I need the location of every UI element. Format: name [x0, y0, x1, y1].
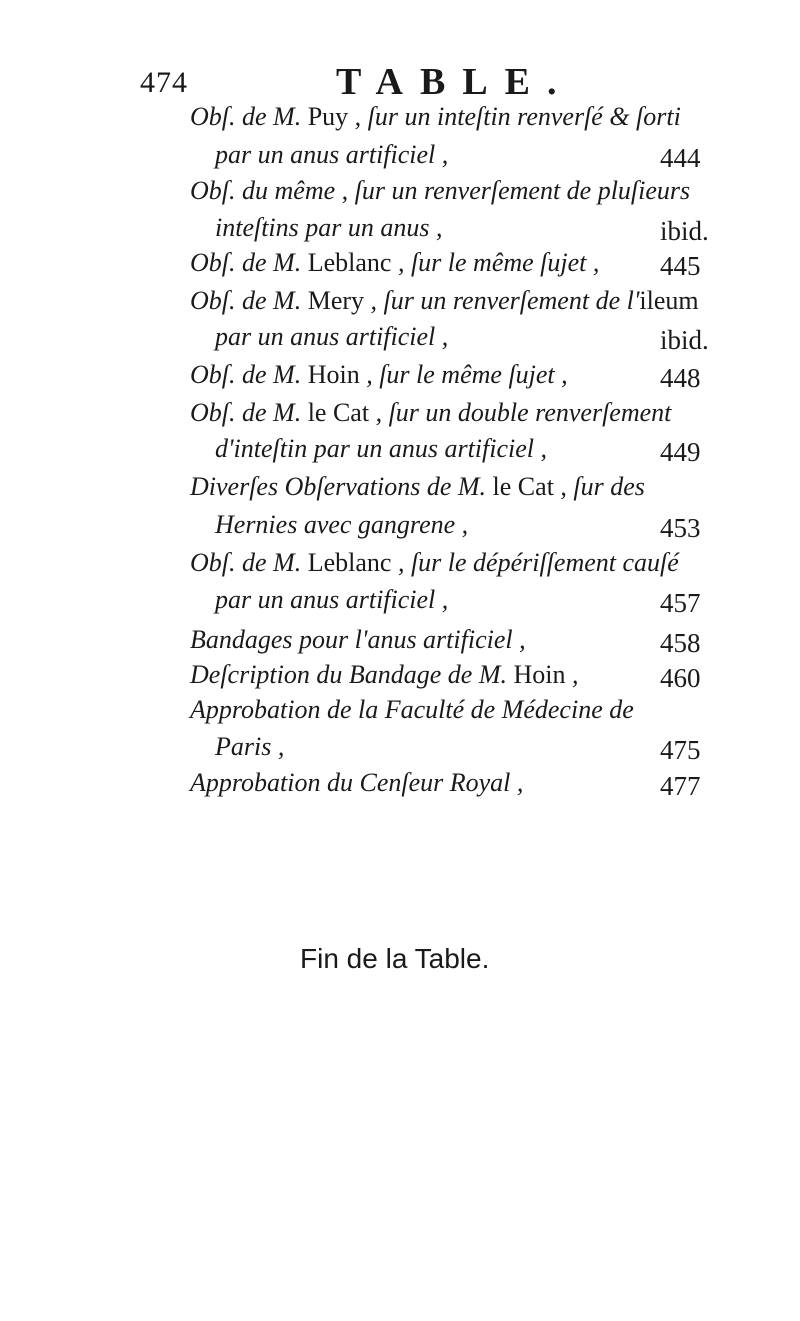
toc-entry-line — [190, 398, 671, 428]
entry-text-roman: ileum — [639, 286, 699, 315]
entry-text-italic: , ſur un double renverſement — [369, 398, 672, 427]
toc-page-ref: 448 — [660, 363, 701, 393]
toc-page-ref: 477 — [660, 771, 701, 801]
toc-entry-line — [190, 102, 681, 132]
entry-text-roman: Hoin — [307, 360, 360, 389]
toc-page-ref: 460 — [660, 663, 701, 693]
toc-page-ref: ibid. — [660, 325, 709, 355]
entry-text-italic: d'inteſtin par un anus artificiel , — [215, 434, 547, 463]
toc-entry-line — [190, 625, 526, 655]
entry-text-italic: , ſur le même ſujet , — [359, 360, 568, 389]
entry-text-italic: , ſur un inteſtin renverſé & ſorti — [348, 102, 681, 131]
toc-entry-line — [215, 140, 448, 170]
entry-text-italic: Bandages pour l'anus artificiel , — [190, 625, 526, 654]
toc-page-ref: 449 — [660, 437, 701, 467]
toc-page-ref: 453 — [660, 513, 701, 543]
entry-text-roman: le Cat — [492, 472, 554, 501]
entry-text-italic: Approbation du Cenſeur Royal , — [190, 768, 524, 797]
toc-page-ref: 458 — [660, 628, 701, 658]
entry-text-italic: par un anus artificiel , — [215, 585, 449, 614]
entry-text-italic: , ſur des — [553, 472, 645, 501]
toc-page-ref: 457 — [660, 588, 701, 618]
entry-text-roman: Hoin — [513, 660, 566, 689]
entry-text-italic: Obſ. de M. — [190, 286, 308, 315]
toc-page-ref: ibid. — [660, 216, 709, 246]
toc-entry-line — [190, 176, 690, 206]
toc-entry-line — [190, 472, 645, 502]
entry-text-italic: Obſ. du même , ſur un renverſement de pluſieurs — [190, 176, 691, 205]
toc-entry-line — [190, 360, 568, 390]
toc-entry-line — [215, 434, 547, 464]
toc-entry-line — [215, 585, 448, 615]
entry-text-italic: Hernies avec gangrene , — [215, 510, 469, 539]
toc-entry-line — [190, 660, 579, 690]
end-note: Fin de la Table. — [300, 943, 490, 974]
toc-entry-line — [190, 695, 634, 725]
entry-text-italic: Approbation de la Faculté de Médecine de — [190, 695, 634, 724]
entry-text-italic: , ſur le dépériſſement cauſé — [391, 548, 679, 577]
entry-text-italic: Obſ. de M. — [190, 398, 308, 427]
toc-entry-line — [190, 286, 699, 316]
page-number: 474 — [140, 66, 188, 99]
entry-text-italic: Paris , — [215, 732, 285, 761]
toc-page-ref: 475 — [660, 735, 701, 765]
entry-text-italic: Deſcription du Bandage de M. — [190, 660, 514, 689]
toc-entry-line — [190, 548, 679, 578]
toc-entry-line — [215, 322, 448, 352]
toc-entry-line — [215, 213, 443, 243]
entry-text-italic: Obſ. de M. — [190, 360, 308, 389]
entry-text-italic: par un anus artificiel , — [215, 140, 449, 169]
entry-text-roman: Leblanc — [307, 548, 392, 577]
toc-entry-line — [215, 732, 284, 762]
toc-entry-line — [190, 768, 523, 798]
toc-page-ref: 444 — [660, 143, 701, 173]
toc-entry-line — [215, 510, 468, 540]
entry-text-italic: , — [565, 660, 579, 689]
entry-text-italic: Obſ. de M. — [190, 248, 308, 277]
toc-entry-line — [190, 248, 599, 278]
toc-page-ref: 445 — [660, 251, 701, 281]
entry-text-italic: Diverſes Obſervations de M. — [190, 472, 493, 501]
entry-text-italic: , ſur le même ſujet , — [391, 248, 600, 277]
entry-text-roman: Mery — [307, 286, 365, 315]
entry-text-roman: Puy — [307, 102, 349, 131]
entry-text-roman: le Cat — [307, 398, 370, 427]
entry-text-italic: Obſ. de M. — [190, 102, 308, 131]
running-title: TABLE. — [336, 61, 574, 103]
entry-text-roman: Leblanc — [307, 248, 392, 277]
entry-text-italic: , ſur un renverſement de l' — [364, 286, 640, 315]
entry-text-italic: Obſ. de M. — [190, 548, 308, 577]
entry-text-italic: inteſtins par un anus , — [215, 213, 443, 242]
entry-text-italic: par un anus artificiel , — [215, 322, 449, 351]
